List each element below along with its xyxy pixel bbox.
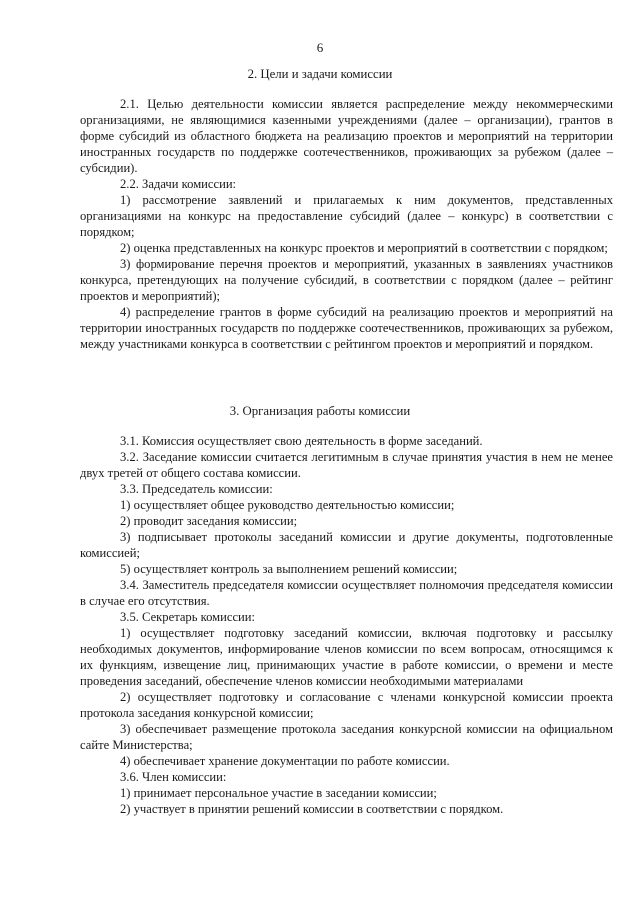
- paragraph-3-5-4: 4) обеспечивает хранение документации по работе комиссии.: [120, 754, 450, 768]
- paragraph-2-2-1: 1) рассмотрение заявлений и прилагаемых к ним документов, представленных организациями на конкурс на предоставление субсидий (далее – конкурс) в соответствии с порядком;: [80, 193, 613, 239]
- paragraph-2-2: 2.2. Задачи комиссии:: [120, 177, 237, 191]
- paragraph-3-6-1: 1) принимает персональное участие в заседании комиссии;: [120, 786, 437, 800]
- section-2-title: 2. Цели и задачи комиссии: [247, 67, 393, 81]
- section-2-body: [80, 96, 613, 352]
- paragraph-2-1: 2.1. Целью деятельности комиссии является распределение между некоммерческими организациями, не являющимися казенными учреждениями (далее – организации), грантов в форме субсидий из областного бюджета на реализацию проектов и мероприятий на территории иностранных государств по поддержке соотечественников, проживающих за рубежом (далее – субсидии).: [80, 97, 613, 175]
- paragraph-3-3-3: 3) подписывает протоколы заседаний комиссии и другие документы, подготовленные комиссией;: [80, 530, 613, 560]
- section-3-title: 3. Организация работы комиссии: [229, 404, 411, 418]
- paragraph-3-3: 3.3. Председатель комиссии:: [120, 482, 273, 496]
- section-3-body: [80, 433, 613, 817]
- paragraph-2-2-2: 2) оценка представленных на конкурс проектов и мероприятий в соответствии с порядком;: [120, 241, 608, 255]
- page-number: 6: [316, 40, 324, 55]
- paragraph-3-6-2: 2) участвует в принятии решений комиссии в соответствии с порядком.: [120, 802, 504, 816]
- paragraph-3-3-5: 5) осуществляет контроль за выполнением решений комиссии;: [120, 562, 458, 576]
- paragraph-3-5-2: 2) осуществляет подготовку и согласование с членами конкурсной комиссии проекта протокола заседания конкурсной комиссии;: [80, 690, 613, 720]
- paragraph-3-5-1: 1) осуществляет подготовку заседаний комиссии, включая подготовку и рассылку необходимых документов, информирование членов комиссии по всем вопросам, относящимся к их функциям, извещение лиц, принимающих участие в работе комиссии, о времени и месте проведения заседаний, обеспечение членов комиссии необходимыми материалами: [80, 626, 613, 688]
- paragraph-3-6: 3.6. Член комиссии:: [120, 770, 227, 784]
- paragraph-3-5: 3.5. Секретарь комиссии:: [120, 610, 256, 624]
- paragraph-3-3-2: 2) проводит заседания комиссии;: [120, 514, 298, 528]
- paragraph-3-3-1: 1) осуществляет общее руководство деятельностью комиссии;: [120, 498, 455, 512]
- paragraph-3-5-3: 3) обеспечивает размещение протокола заседания конкурсной комиссии на официальном сайте Министерства;: [80, 722, 613, 752]
- paragraph-2-2-4: 4) распределение грантов в форме субсидий на реализацию проектов и мероприятий на территории иностранных государств по поддержке соотечественников, проживающих за рубежом, между участниками конкурса в соответствии с рейтингом проектов и мероприятий и порядком.: [80, 305, 613, 351]
- paragraph-3-1: 3.1. Комиссия осуществляет свою деятельность в форме заседаний.: [120, 434, 483, 448]
- paragraph-2-2-3: 3) формирование перечня проектов и мероприятий, указанных в заявлениях участников конкурса, претендующих на получение субсидий, в соответствии с порядком (далее – рейтинг проектов и мероприятий);: [80, 257, 613, 303]
- paragraph-3-4: 3.4. Заместитель председателя комиссии осуществляет полномочия председателя комиссии в случае его отсутствия.: [80, 578, 613, 608]
- paragraph-3-2: 3.2. Заседание комиссии считается легитимным в случае принятия участия в нем не менее двух третей от общего состава комиссии.: [80, 450, 613, 480]
